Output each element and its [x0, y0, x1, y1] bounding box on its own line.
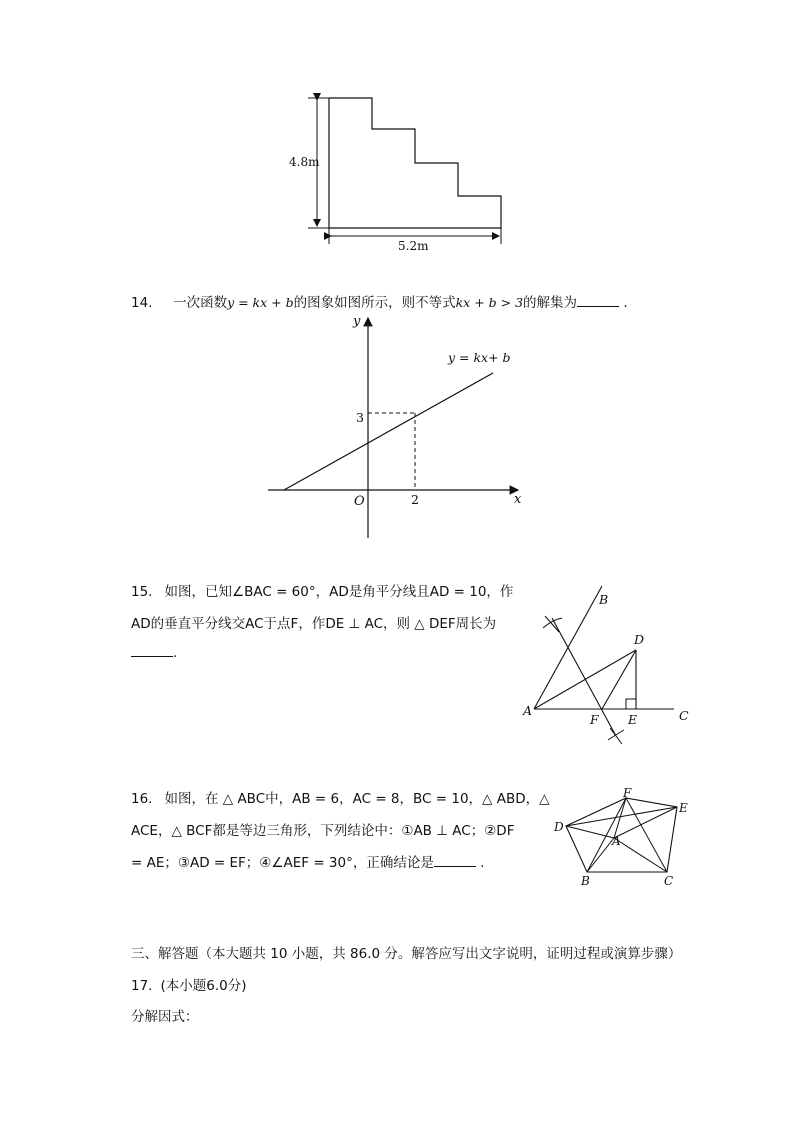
point-label-D: D	[554, 820, 564, 834]
point-label-D: D	[634, 632, 645, 647]
question-number: 14.	[131, 295, 153, 311]
function-line	[284, 373, 493, 490]
question-score: (本小题6.0分)	[160, 978, 247, 994]
x-axis-label: x	[514, 492, 522, 507]
perpendicular-bisector	[552, 618, 616, 736]
answer-blank	[131, 644, 173, 657]
point-label-E: E	[628, 712, 638, 727]
point-label-E: E	[679, 801, 688, 815]
question-number: 16.	[131, 791, 153, 807]
question-17-header	[131, 974, 247, 994]
x-tick-label: 2	[411, 492, 419, 507]
q14-text-before: 一次函数	[173, 295, 228, 311]
stairs-figure	[270, 88, 530, 260]
q14-expr1: y = kx + b	[227, 295, 294, 310]
q15-line1: 如图，已知∠BAC = 60°，AD是角平分线且AD = 10，作	[164, 584, 514, 600]
point-label-B: B	[599, 592, 609, 607]
question-16	[131, 787, 550, 877]
point-label-C: C	[679, 708, 689, 723]
point-label-F: F	[590, 712, 599, 727]
line-equation-label: y = kx+ b	[448, 350, 511, 365]
q14-end: .	[623, 295, 628, 311]
q14-text-mid: 的图象如图所示，则不等式	[293, 295, 456, 311]
answer-blank	[577, 294, 619, 307]
right-angle-mark	[626, 699, 636, 709]
question-number: 15.	[131, 584, 153, 600]
q14-text-after: 的解集为	[523, 295, 578, 311]
function-graph	[262, 312, 532, 544]
question-14	[131, 291, 628, 311]
answer-blank	[434, 854, 476, 867]
q14-expr2: kx + b > 3	[455, 295, 524, 310]
question-17-instruction: 分解因式：	[131, 1009, 199, 1025]
equilateral-triangles-figure	[550, 788, 700, 888]
question-15	[131, 580, 514, 670]
stairs-outline	[329, 98, 501, 228]
point-label-F: F	[623, 786, 632, 800]
question-number: 17.	[131, 978, 153, 994]
q15-end: .	[173, 645, 178, 661]
section-heading: 三、解答题（本大题共 10 小题，共 86.0 分。解答应写出文字说明，证明过程或演算步骤）	[131, 946, 682, 962]
q16-line1: 如图，在 △ ABC中，AB = 6，AC = 8，BC = 10，△ ABD，△	[164, 791, 550, 807]
q16-end: .	[480, 855, 485, 871]
y-axis-label: y	[353, 314, 361, 329]
q15-line2: AD的垂直平分线交AC于点F，作DE ⊥ AC，则 △ DEF周长为	[131, 616, 497, 632]
stairs-width-label: 5.2m	[398, 239, 429, 253]
point-label-B: B	[581, 874, 590, 888]
point-label-A: A	[523, 703, 533, 718]
origin-label: O	[354, 494, 365, 509]
point-label-C: C	[664, 874, 674, 888]
y-tick-label: 3	[356, 410, 364, 425]
point-label-A: A	[612, 834, 621, 848]
q16-line3: = AE；③AD = EF；④∠AEF = 30°，正确结论是	[131, 855, 434, 871]
stairs-height-label: 4.8m	[289, 155, 320, 169]
segment-DF	[602, 650, 636, 709]
q16-line2: ACE，△ BCF都是等边三角形，下列结论中：①AB ⊥ AC；②DF	[131, 823, 515, 839]
